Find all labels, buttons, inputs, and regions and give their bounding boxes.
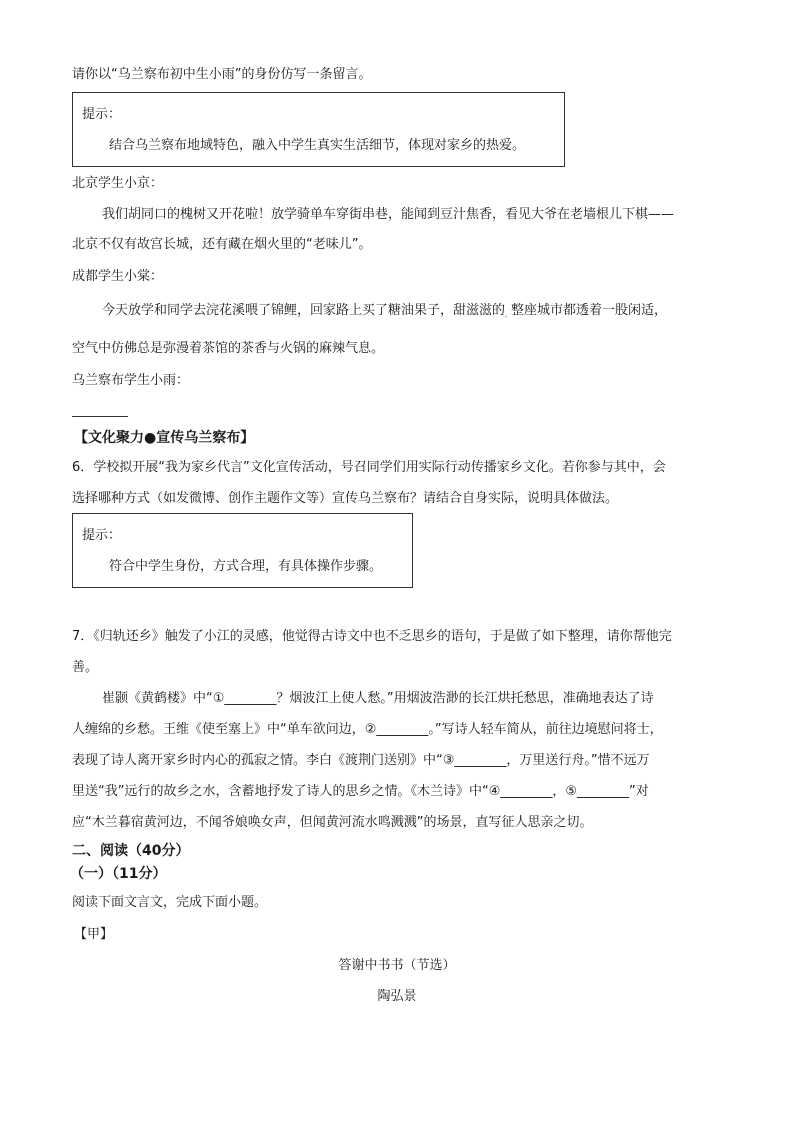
beijing-text-line-1: 我们胡同口的槐树又开花啦！放学骑单车穿街串巷，能闻到豆汁焦香，看见大爷在老墙根儿下棋—— bbox=[102, 207, 675, 222]
inline-mark: 。 bbox=[505, 312, 512, 319]
question-7-para-1: 崔颢《黄鹤楼》中“①________？烟波江上使人愁。”用烟波浩渺的长江烘托愁思，准确地表达了诗 bbox=[102, 691, 654, 706]
passage-title: 答谢中书书（节选） bbox=[338, 958, 456, 973]
question-7-line-2: 善。 bbox=[72, 660, 99, 675]
question-7-para-3: 表现了诗人离开家乡时内心的孤寂之情。李白《渡荆门送别》中“③________，万里送行舟。”惜不远万 bbox=[72, 753, 650, 768]
passage-jia-label: 【甲】 bbox=[74, 927, 114, 942]
reading-instruction: 阅读下面文言文，完成下面小题。 bbox=[72, 895, 268, 910]
chengdu-text-line-1: 今天放学和同学去浣花溪喂了锦鲤，回家路上买了糖油果子，甜滋滋的$_。$整座城市都透着一股闲适， bbox=[102, 303, 668, 319]
question-7-para-4: 里送“我”远行的故乡之水，含蓄地抒发了诗人的思乡之情。《木兰诗》中“④________，⑤________”对 bbox=[72, 784, 649, 799]
tip-label: 提示： bbox=[82, 528, 122, 543]
section-reading-heading: 二、阅读（40分） bbox=[72, 843, 190, 859]
section-culture-heading: 【文化聚力●宣传乌兰察布】 bbox=[74, 430, 255, 446]
question-7-line-1: 7．《归轨还乡》触发了小江的灵感，他觉得古诗文中也不乏思乡的语句，于是做了如下整理，请你帮他完 bbox=[72, 629, 672, 644]
intro-instruction: 请你以“乌兰察布初中生小雨”的身份仿写一条留言。 bbox=[72, 67, 372, 82]
tip-label: 提示： bbox=[82, 107, 122, 122]
tip-text: 符合中学生身份，方式合理，有具体操作步骤。 bbox=[109, 559, 383, 574]
subsection-1-heading: （一）（11分） bbox=[70, 866, 167, 882]
answer-line bbox=[72, 416, 128, 417]
question-7-para-2: 人缠绵的乡愁。王维《使至塞上》中“单车欲问边，②________。”写诗人轻车简从，前往边境慰问将士， bbox=[72, 722, 663, 737]
question-6-line-2: 选择哪种方式（如发微博、创作主题作文等）宣传乌兰察布？请结合自身实际，说明具体做法。 bbox=[72, 491, 619, 506]
speaker-ulanqab: 乌兰察布学生小雨： bbox=[72, 373, 190, 388]
chengdu-text-line-2: 空气中仿佛总是弥漫着茶馆的茶香与火锅的麻辣气息。 bbox=[72, 341, 385, 356]
tip-box-2 bbox=[72, 513, 413, 588]
speaker-beijing: 北京学生小京： bbox=[72, 176, 164, 191]
tip-text: 结合乌兰察布地域特色，融入中学生真实生活细节，体现对家乡的热爱。 bbox=[109, 138, 526, 153]
beijing-text-line-2: 北京不仅有故宫长城，还有藏在烟火里的“老味儿”。 bbox=[72, 237, 372, 252]
speaker-chengdu: 成都学生小棠： bbox=[72, 269, 164, 284]
question-6-line-1: 6．学校拟开展“我为家乡代言”文化宣传活动，号召同学们用实际行动传播家乡文化。若你参与其中，会 bbox=[72, 460, 666, 475]
question-7-para-5: 应“木兰暮宿黄河边，不闻爷娘唤女声，但闻黄河流水鸣溅溅”的场景，直写征人思亲之切。 bbox=[72, 815, 593, 830]
tip-box-1 bbox=[72, 92, 565, 167]
passage-author: 陶弘景 bbox=[377, 989, 417, 1004]
